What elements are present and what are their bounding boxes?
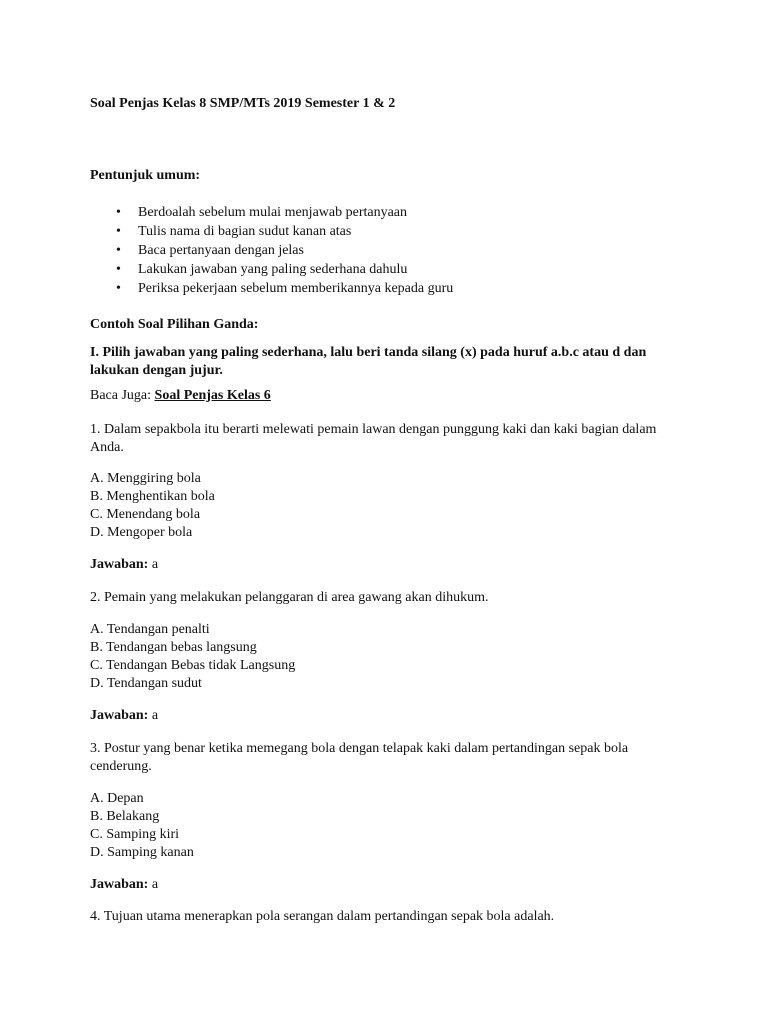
bullet-icon: •	[116, 281, 121, 296]
list-item: • Berdoalah sebelum mulai menjawab pertanyaan	[116, 205, 408, 220]
option-b: B. Tendangan bebas langsung	[90, 640, 257, 655]
option-d: D. Tendangan sudut	[90, 676, 202, 691]
list-item: • Periksa pekerjaan sebelum memberikannya kepada guru	[116, 281, 454, 296]
list-item: • Lakukan jawaban yang paling sederhana dahulu	[116, 262, 408, 277]
directive-text: I. Pilih jawaban yang paling sederhana, lalu beri tanda silang (x) pada huruf a.b.c atau d dan lakukan dengan jujur.	[90, 345, 647, 378]
question-4-text: 4. Tujuan utama menerapkan pola serangan dalam pertandingan sepak bola adalah.	[90, 909, 555, 924]
answer-2	[90, 707, 680, 725]
bullet-icon: •	[116, 205, 121, 220]
read-also-label: Baca Juga:	[90, 388, 152, 403]
read-also-link[interactable]: Soal Penjas Kelas 6	[154, 388, 271, 403]
option-d: D. Samping kanan	[90, 845, 194, 860]
question-2-text: 2. Pemain yang melakukan pelanggaran di area gawang akan dihukum.	[90, 590, 489, 605]
answer-value: a	[151, 877, 159, 892]
bullet-icon: •	[116, 243, 121, 258]
answer-1	[90, 556, 680, 574]
list-item: • Baca pertanyaan dengan jelas	[116, 243, 304, 258]
option-b: B. Belakang	[90, 809, 160, 824]
option-c: C. Tendangan Bebas tidak Langsung	[90, 658, 296, 673]
option-a: A. Menggiring bola	[90, 471, 201, 486]
answer-3	[90, 876, 680, 894]
bullet-icon: •	[116, 262, 121, 277]
question-3-text: 3. Postur yang benar ketika memegang bola dengan telapak kaki dalam pertandingan sepak bola cenderung.	[90, 741, 629, 774]
answer-value: a	[151, 708, 159, 723]
option-c: C. Menendang bola	[90, 507, 201, 522]
question-1-options	[90, 470, 215, 542]
option-a: A. Tendangan penalti	[90, 622, 210, 637]
option-c: C. Samping kiri	[90, 827, 180, 842]
section-heading: Contoh Soal Pilihan Ganda:	[90, 317, 259, 332]
read-also	[90, 387, 680, 405]
bullet-icon: •	[116, 224, 121, 239]
answer-label: Jawaban:	[90, 557, 149, 572]
answer-label: Jawaban:	[90, 708, 149, 723]
option-a: A. Depan	[90, 791, 144, 806]
answer-value: a	[151, 557, 159, 572]
answer-label: Jawaban:	[90, 877, 149, 892]
question-3-options	[90, 790, 194, 862]
instructions-heading: Pentunjuk umum:	[90, 168, 201, 183]
page-title: Soal Penjas Kelas 8 SMP/MTs 2019 Semester 1 & 2	[90, 96, 396, 111]
instructions-list	[90, 203, 453, 298]
option-b: B. Menghentikan bola	[90, 489, 215, 504]
question-1-text: 1. Dalam sepakbola itu berarti melewati pemain lawan dengan punggung kaki dan kaki bagian dalam Anda.	[90, 422, 657, 455]
option-d: D. Mengoper bola	[90, 525, 193, 540]
list-item: • Tulis nama di bagian sudut kanan atas	[116, 224, 352, 239]
question-2-options	[90, 621, 295, 693]
